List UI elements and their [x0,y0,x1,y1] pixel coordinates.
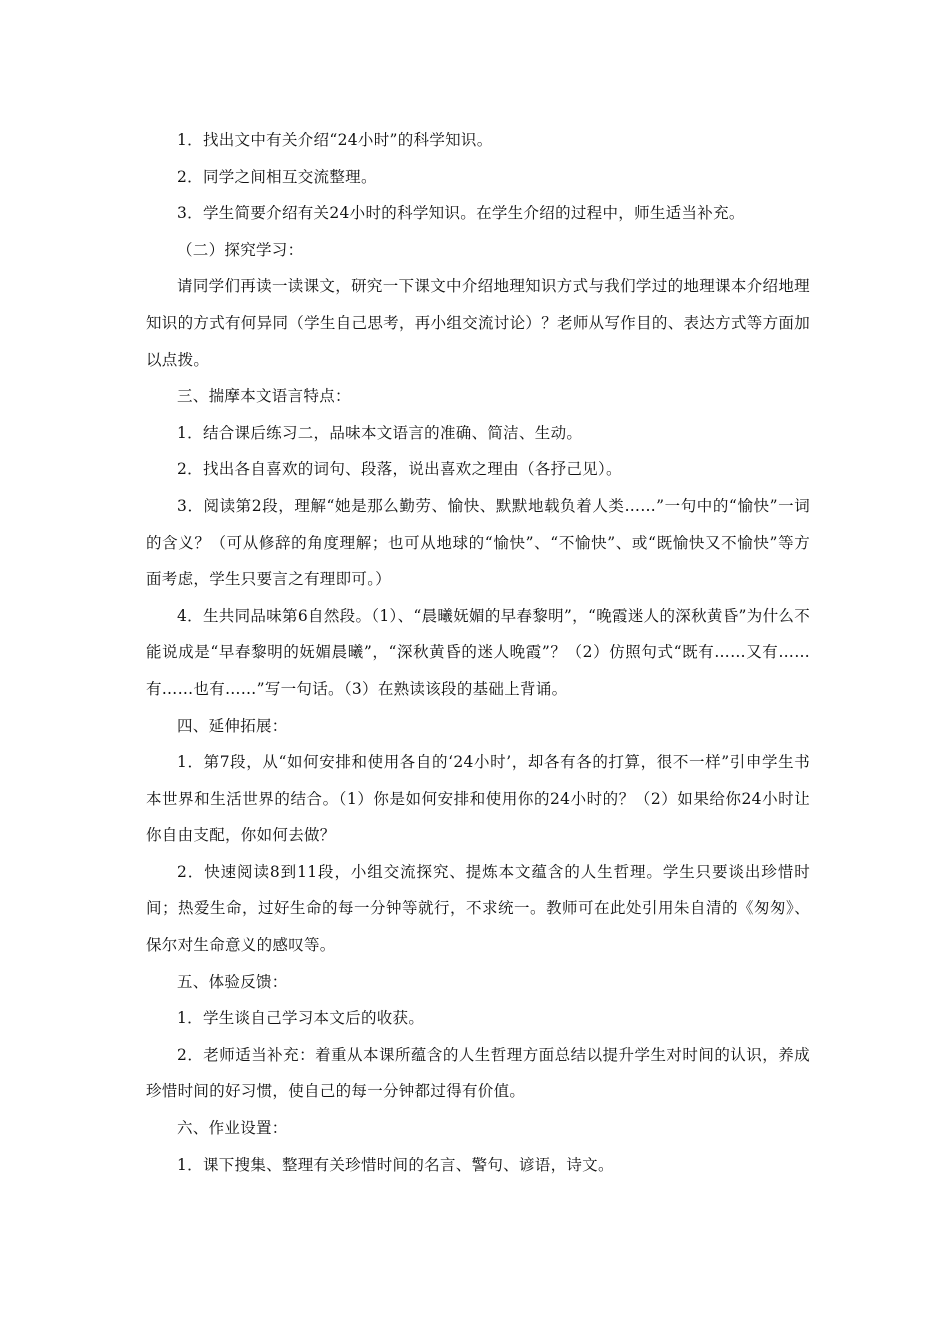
paragraph-homework-1: 1．课下搜集、整理有关珍惜时间的名言、警句、谚语，诗文。 [177,1155,614,1174]
paragraph-extension-2: 2．快速阅读8到11段，小组交流探究、提炼本文蕴含的人生哲理。学生只要谈出珍惜时间；热爱生命，过好生命的每一分钟等就行，不求统一。教师可在此处引用朱自清的《匆匆》、保尔对生命意义的感叹等。 [146,862,810,955]
paragraph-step-2: 2．同学之间相互交流整理。 [177,167,377,186]
paragraph-language-1: 1．结合课后练习二，品味本文语言的准确、简洁、生动。 [177,423,583,442]
paragraph-inquiry: 请同学们再读一读课文，研究一下课文中介绍地理知识方式与我们学过的地理课本介绍地理知识的方式有何异同（学生自己思考，再小组交流讨论）？老师从写作目的、表达方式等方面加以点拨。 [146,277,810,369]
section-heading-feedback: 五、体验反馈： [177,972,288,991]
paragraph-extension-1: 1．第7段，从“如何安排和使用各自的‘24小时’，却各有各的打算，很不一样”引申学生书本世界和生活世界的结合。（1）你是如何安排和使用你的24小时的？（2）如果给你24小时让你自由支配，你如何去做？ [146,753,810,845]
document-body [146,122,810,1183]
paragraph-step-3: 3．学生简要介绍有关24小时的科学知识。在学生介绍的过程中，师生适当补充。 [177,204,745,223]
paragraph-feedback-1: 1．学生谈自己学习本文后的收获。 [177,1009,425,1028]
paragraph-language-3: 3．阅读第2段，理解“她是那么勤劳、愉快、默默地载负着人类……”一句中的“愉快”一词的含义？（可从修辞的角度理解；也可从地球的“愉快”、“不愉快”、或“既愉快又不愉快”等方面考虑，学生只要言之有理即可。） [146,496,810,589]
section-heading-inquiry: （二）探究学习： [177,240,304,259]
section-heading-language: 三、揣摩本文语言特点： [177,387,351,406]
paragraph-step-1: 1．找出文中有关介绍“24小时”的科学知识。 [177,131,493,149]
section-heading-homework: 六、作业设置： [177,1119,288,1138]
section-heading-extension: 四、延伸拓展： [177,716,288,735]
paragraph-feedback-2: 2．老师适当补充：着重从本课所蕴含的人生哲理方面总结以提升学生对时间的认识，养成珍惜时间的好习惯，使自己的每一分钟都过得有价值。 [146,1045,810,1101]
paragraph-language-2: 2．找出各自喜欢的词句、段落，说出喜欢之理由（各抒己见）。 [177,460,622,479]
paragraph-language-4: 4．生共同品味第6自然段。（1）、“晨曦妩媚的早春黎明”，“晚霞迷人的深秋黄昏”为什么不能说成是“早春黎明的妩媚晨曦”，“深秋黄昏的迷人晚霞”？（2）仿照句式“既有……又有……有……也有……”写一句话。（3）在熟读该段的基础上背诵。 [146,606,810,698]
